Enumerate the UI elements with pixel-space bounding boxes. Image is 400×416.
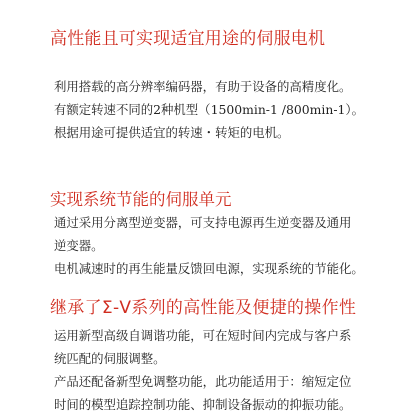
body-line: 统匹配的伺服调整。 (54, 351, 166, 366)
section-body-sigma-v (54, 324, 400, 416)
body-line: 运用新型高级自调谐功能，可在短时间内完成与客户系 (54, 328, 352, 343)
body-line: 有额定转速不同的2种机型（1500min-1 /800min-1）。 (54, 102, 364, 117)
body-line: 电机减速时的再生能量反馈回电源，实现系统的节能化。 (54, 261, 364, 276)
body-line: 时间的模型追踪控制功能、抑制设备振动的抑振功能。 (54, 397, 352, 412)
section-heading-sigma-v: 继承了Σ-Ⅴ系列的高性能及便捷的操作性 (50, 298, 357, 318)
section-body-servo-unit (54, 211, 400, 280)
body-line: 产品还配备新型免调整功能，此功能适用于：缩短定位 (54, 374, 352, 389)
section-heading-servo-motor: 高性能且可实现适宜用途的伺服电机 (50, 29, 326, 49)
body-line: 逆变器。 (54, 238, 104, 253)
body-line: 通过采用分离型逆变器，可支持电源再生逆变器及通用 (54, 215, 352, 230)
section-body-servo-motor (54, 75, 400, 144)
section-heading-servo-unit: 实现系统节能的伺服单元 (50, 190, 232, 209)
body-line: 根据用途可提供适宜的转速・转矩的电机。 (54, 125, 290, 140)
body-line: 利用搭载的高分辨率编码器，有助于设备的高精度化。 (54, 79, 352, 94)
